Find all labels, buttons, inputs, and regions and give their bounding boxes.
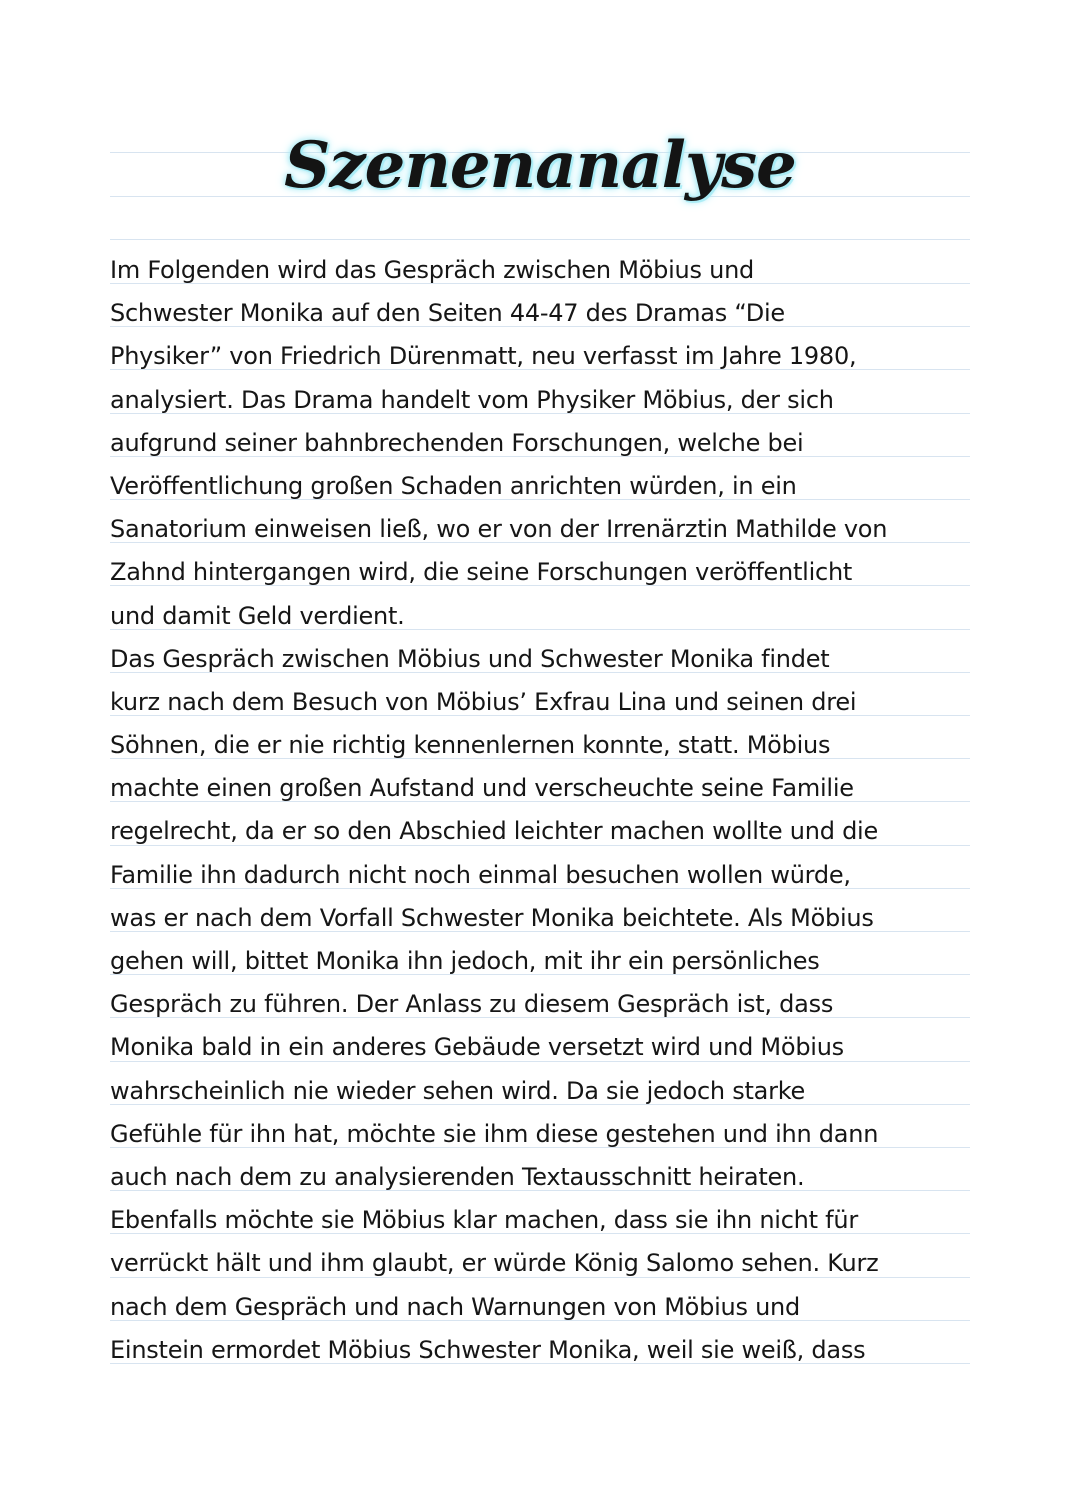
text-line: Das Gespräch zwischen Möbius und Schwester Monika findet xyxy=(110,644,830,673)
text-line: Veröffentlichung großen Schaden anrichten würden, in ein xyxy=(110,471,797,500)
text-line: Familie ihn dadurch nicht noch einmal besuchen wollen würde, xyxy=(110,860,851,889)
text-line: Einstein ermordet Möbius Schwester Monika, weil sie weiß, dass xyxy=(110,1335,866,1364)
text-line: auch nach dem zu analysierenden Textausschnitt heiraten. xyxy=(110,1162,805,1191)
text-line: nach dem Gespräch und nach Warnungen von Möbius und xyxy=(110,1292,800,1321)
text-line: was er nach dem Vorfall Schwester Monika beichtete. Als Möbius xyxy=(110,903,874,932)
text-line: verrückt hält und ihm glaubt, er würde König Salomo sehen. Kurz xyxy=(110,1249,879,1278)
text-line: regelrecht, da er so den Abschied leichter machen wollte und die xyxy=(110,817,878,846)
text-line: Söhnen, die er nie richtig kennenlernen konnte, statt. Möbius xyxy=(110,731,831,760)
text-line: Schwester Monika auf den Seiten 44-47 des Dramas “Die xyxy=(110,299,785,328)
text-line: kurz nach dem Besuch von Möbius’ Exfrau Lina und seinen drei xyxy=(110,687,857,716)
page-title: Szenenanalyse xyxy=(284,128,796,203)
body-text xyxy=(110,249,980,1372)
text-line: Ebenfalls möchte sie Möbius klar machen, dass sie ihn nicht für xyxy=(110,1206,858,1235)
text-line: analysiert. Das Drama handelt vom Physiker Möbius, der sich xyxy=(110,385,834,414)
text-line: gehen will, bittet Monika ihn jedoch, mit ihr ein persönliches xyxy=(110,947,820,975)
text-line: Gespräch zu führen. Der Anlass zu diesem Gespräch ist, dass xyxy=(110,990,834,1019)
text-line: Physiker” von Friedrich Dürenmatt, neu verfasst im Jahre 1980, xyxy=(110,342,857,371)
text-line: machte einen großen Aufstand und verscheuchte seine Familie xyxy=(110,774,854,803)
text-line: Sanatorium einweisen ließ, wo er von der Irrenärztin Mathilde von xyxy=(110,515,888,544)
text-line: Im Folgenden wird das Gespräch zwischen Möbius und xyxy=(110,256,755,284)
text-line: Monika bald in ein anderes Gebäude versetzt wird und Möbius xyxy=(110,1033,844,1062)
text-line: Gefühle für ihn hat, möchte sie ihm diese gestehen und ihn dann xyxy=(110,1119,879,1148)
text-line: wahrscheinlich nie wieder sehen wird. Da sie jedoch starke xyxy=(110,1076,806,1105)
ruled-line xyxy=(110,239,970,240)
text-line: aufgrund seiner bahnbrechenden Forschungen, welche bei xyxy=(110,428,804,457)
text-line: und damit Geld verdient. xyxy=(110,601,405,630)
text-line: Zahnd hintergangen wird, die seine Forschungen veröffentlicht xyxy=(110,558,853,587)
